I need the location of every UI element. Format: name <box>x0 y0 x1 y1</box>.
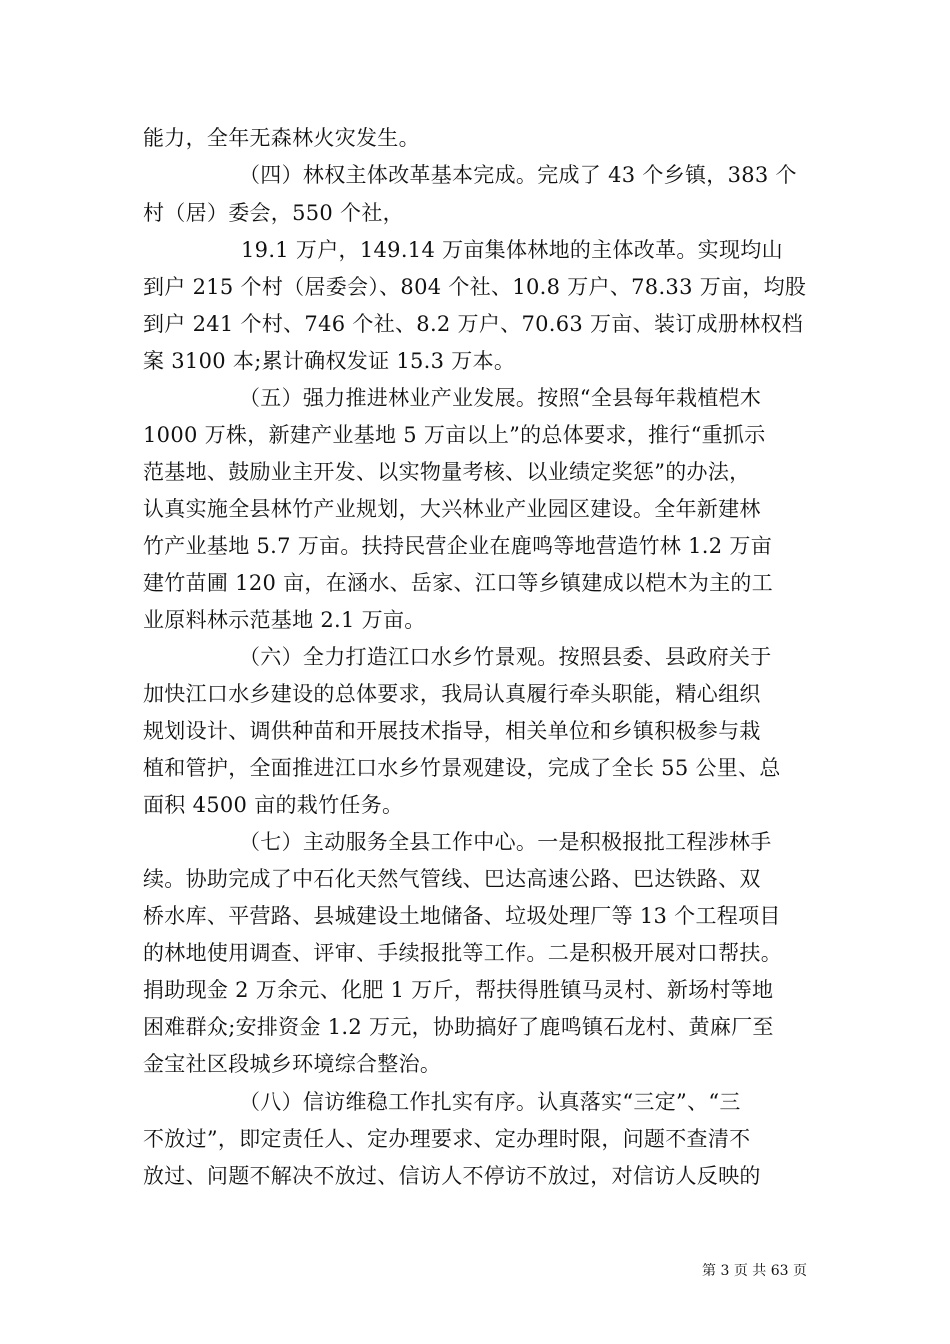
text-line: 能力，全年无森林火灾发生。 <box>143 126 420 150</box>
text-line: 案 3100 本;累计确权发证 15.3 万本。 <box>143 349 516 373</box>
text-line: （四）林权主体改革基本完成。完成了 43 个乡镇，383 个 <box>239 163 797 187</box>
text-line: 规划设计、调供种苗和开展技术指导，相关单位和乡镇积极参与栽 <box>143 719 761 743</box>
text-line: 捐助现金 2 万余元、化肥 1 万斤，帮扶得胜镇马灵村、新场村等地 <box>143 978 774 1002</box>
page-number: 第 3 页 共 63 页 <box>702 1263 807 1279</box>
text-line: 放过、问题不解决不放过、信访人不停访不放过，对信访人反映的 <box>143 1164 761 1188</box>
text-line: 困难群众;安排资金 1.2 万元，协助搞好了鹿鸣镇石龙村、黄麻厂至 <box>143 1015 774 1039</box>
text-line: 加快江口水乡建设的总体要求，我局认真履行牵头职能，精心组织 <box>143 682 761 706</box>
text-line: 到户 215 个村（居委会）、804 个社、10.8 万户、78.33 万亩，均股 <box>143 275 807 299</box>
text-line: 到户 241 个村、746 个社、8.2 万户、70.63 万亩、装订成册林权档 <box>143 312 804 336</box>
text-line: 桥水库、平营路、县城建设土地储备、垃圾处理厂等 13 个工程项目 <box>143 904 781 928</box>
text-line: 1000 万株，新建产业基地 5 万亩以上”的总体要求，推行“重抓示 <box>143 423 766 447</box>
text-line: （五）强力推进林业产业发展。按照“全县每年栽植桤木 <box>239 386 762 410</box>
text-line: 的林地使用调查、评审、手续报批等工作。二是积极开展对口帮扶。 <box>143 941 782 965</box>
text-line: 续。协助完成了中石化天然气管线、巴达高速公路、巴达铁路、双 <box>143 867 761 891</box>
text-line: 19.1 万户，149.14 万亩集体林地的主体改革。实现均山 <box>241 238 783 262</box>
text-line: （六）全力打造江口水乡竹景观。按照县委、县政府关于 <box>239 645 772 669</box>
text-line: （七）主动服务全县工作中心。一是积极报批工程涉林手 <box>239 830 772 854</box>
text-line: 金宝社区段城乡环境综合整治。 <box>143 1052 442 1076</box>
text-line: 不放过”，即定责任人、定办理要求、定办理时限，问题不查清不 <box>143 1127 751 1151</box>
text-line: 认真实施全县林竹产业规划，大兴林业产业园区建设。全年新建林 <box>143 497 761 521</box>
text-line: 面积 4500 亩的栽竹任务。 <box>143 793 404 817</box>
text-line: 范基地、鼓励业主开发、以实物量考核、以业绩定奖惩”的办法， <box>143 460 751 484</box>
text-line: 建竹苗圃 120 亩，在涵水、岳家、江口等乡镇建成以桤木为主的工 <box>143 571 774 595</box>
text-line: 竹产业基地 5.7 万亩。扶持民营企业在鹿鸣等地营造竹林 1.2 万亩 <box>143 534 772 558</box>
text-line: 村（居）委会，550 个社， <box>143 201 404 225</box>
text-line: 植和管护，全面推进江口水乡竹景观建设，完成了全长 55 公里、总 <box>143 756 781 780</box>
text-line: （八）信访维稳工作扎实有序。认真落实“三定”、“三 <box>239 1090 741 1114</box>
text-line: 业原料林示范基地 2.1 万亩。 <box>143 608 426 632</box>
